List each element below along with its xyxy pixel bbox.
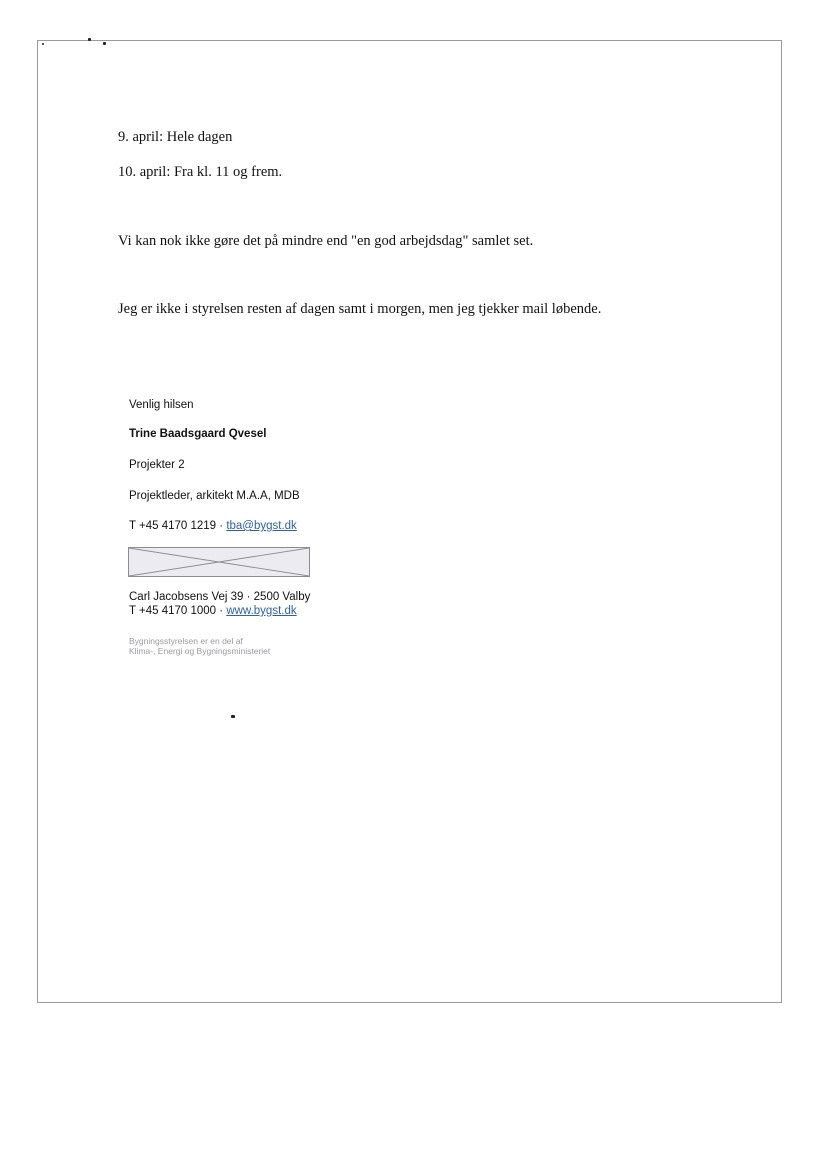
signature-contact-line	[129, 519, 297, 533]
signature-title: Projektleder, arkitekt M.A.A, MDB	[129, 490, 300, 502]
broken-image-cross	[129, 548, 309, 576]
scan-speck	[231, 715, 235, 718]
signature-website-link[interactable]: www.bygst.dk	[226, 605, 297, 617]
scan-speck	[88, 38, 91, 41]
letter-line-absence: Jeg er ikke i styrelsen resten af dagen samt i morgen, men jeg tjekker mail løbende.	[118, 301, 602, 317]
signature-main-phone: T +45 4170 1000 ·	[129, 605, 224, 617]
signature-department: Projekter 2	[129, 459, 185, 471]
broken-image-icon	[128, 547, 310, 577]
signature-footer-line-2: Klima-, Energi og Bygningsministeriet	[129, 646, 271, 656]
signature-address: Carl Jacobsens Vej 39 · 2500 Valby	[129, 591, 311, 603]
signature-footer-line-1: Bygningsstyrelsen er en del af	[129, 636, 243, 646]
letter-line-workload: Vi kan nok ikke gøre det på mindre end "en god arbejdsdag" samlet set.	[118, 233, 534, 249]
scan-speck	[42, 43, 44, 45]
signature-greeting: Venlig hilsen	[129, 399, 194, 411]
signature-email-link[interactable]: tba@bygst.dk	[226, 520, 297, 532]
signature-main-contact-line	[129, 604, 297, 618]
scan-speck	[103, 42, 106, 45]
signature-name: Trine Baadsgaard Qvesel	[129, 428, 267, 440]
letter-line-availability-2: 10. april: Fra kl. 11 og frem.	[118, 164, 283, 180]
signature-phone: T +45 4170 1219 ·	[129, 520, 224, 532]
letter-line-availability-1: 9. april: Hele dagen	[118, 129, 233, 145]
